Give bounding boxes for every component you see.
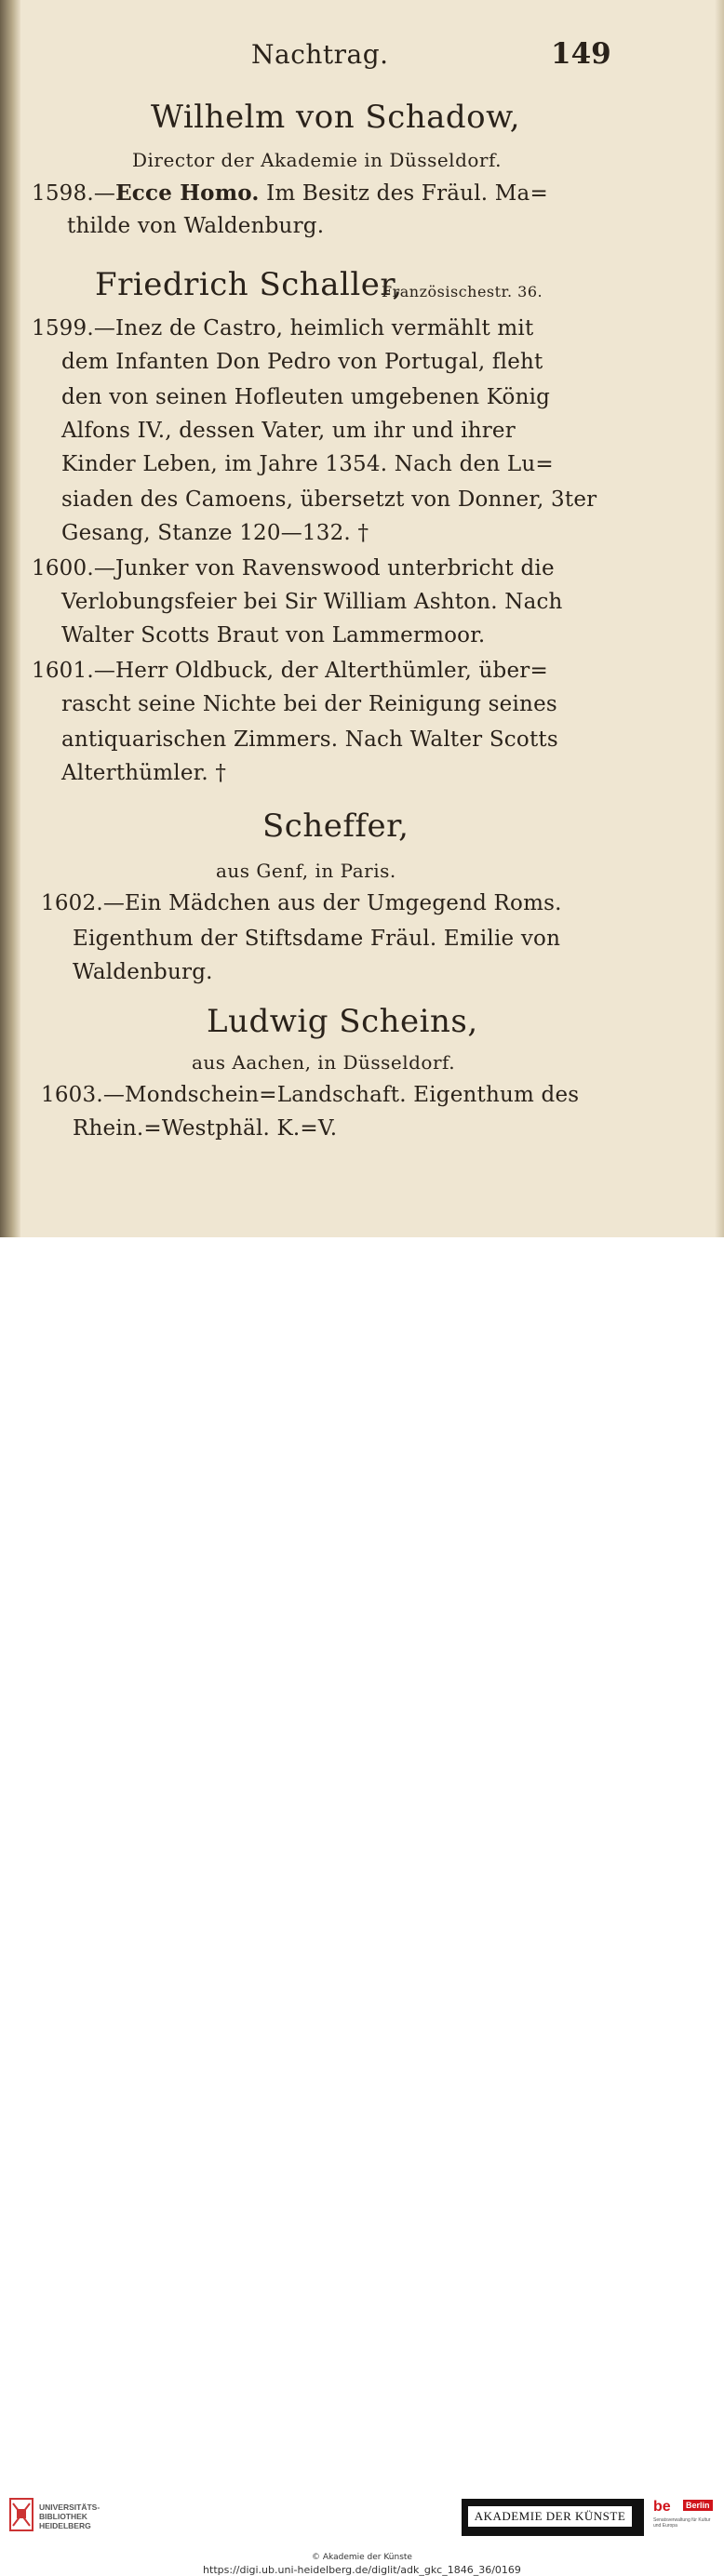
entry-line: den von seinen Hofleuten umgebenen König xyxy=(61,385,551,409)
entry-line: Alterthümler. † xyxy=(61,761,227,785)
artist-location: Director der Akademie in Düsseldorf. xyxy=(132,149,503,171)
be-berlin-label: Berlin xyxy=(683,2500,713,2511)
akademie-label: AKADEMIE DER KÜNSTE xyxy=(467,2505,633,2528)
entry-line: Walter Scotts Braut von Lammermoor. xyxy=(61,623,486,647)
entry-line: Rhein.=Westphäl. K.=V. xyxy=(73,1116,338,1141)
entry-line: Alfons IV., dessen Vater, um ihr und ihrer xyxy=(61,419,516,443)
be-mark: be xyxy=(653,2499,671,2515)
entry-line: Verlobungsfeier bei Sir William Ashton. Nach xyxy=(61,590,563,614)
artist-name: Ludwig Scheins, xyxy=(207,1003,478,1040)
entry-line: antiquarischen Zimmers. Nach Walter Scotts xyxy=(61,727,558,752)
university-library-logo-icon xyxy=(9,2498,34,2531)
entry-line: Kinder Leben, im Jahre 1354. Nach den Lu= xyxy=(61,452,554,476)
artist-name: Wilhelm von Schadow, xyxy=(151,99,521,136)
entry-title: Ecce Homo. xyxy=(115,180,260,206)
university-library-name xyxy=(39,2503,100,2530)
entry-line: rascht seine Nichte bei der Reinigung seines xyxy=(61,692,557,716)
artist-location: Französischestr. 36. xyxy=(382,283,543,300)
entry-line: Gesang, Stanze 120—132. † xyxy=(61,521,369,545)
copyright-notice: © Akademie der Künste xyxy=(312,2553,412,2562)
permalink-url[interactable]: https://digi.ub.uni-heidelberg.de/diglit/adk_gkc_1846_36/0169 xyxy=(203,2564,521,2576)
entry-line: siaden des Camoens, übersetzt von Donner, 3ter xyxy=(61,487,597,512)
entry-line: Waldenburg. xyxy=(73,960,213,984)
entry-line: 1600.—Junker von Ravenswood unterbricht die xyxy=(32,556,555,581)
library-name-line: BIBLIOTHEK xyxy=(39,2512,87,2521)
artist-location: aus Aachen, in Düsseldorf. xyxy=(192,1051,456,1074)
running-head: Nachtrag. xyxy=(251,39,389,70)
entry-line: 1599.—Inez de Castro, heimlich vermählt mit xyxy=(32,316,534,340)
entry-line: 1603.—Mondschein=Landschaft. Eigenthum des xyxy=(41,1083,580,1107)
entry-line: thilde von Waldenburg. xyxy=(67,214,325,238)
entry-line: 1601.—Herr Oldbuck, der Alterthümler, über= xyxy=(32,659,548,683)
page-number: 149 xyxy=(551,37,611,71)
entry-line: 1602.—Ein Mädchen aus der Umgegend Roms. xyxy=(41,891,562,915)
entry-dash: — xyxy=(93,181,116,206)
artist-name: Friedrich Schaller, xyxy=(95,266,403,303)
entry-line: Eigenthum der Stiftsdame Fräul. Emilie von xyxy=(73,927,561,951)
entry-text: Im Besitz des Fräul. Ma= xyxy=(259,181,548,206)
footer-bar xyxy=(0,1237,724,2576)
library-name-line: UNIVERSITÄTS- xyxy=(39,2503,101,2512)
library-name-line: HEIDELBERG xyxy=(39,2521,91,2530)
akademie-logo[interactable] xyxy=(462,2499,644,2536)
entry-line: dem Infanten Don Pedro von Portugal, fleht xyxy=(61,350,543,374)
scanned-page xyxy=(0,0,724,1237)
entry-line xyxy=(32,180,548,206)
artist-location: aus Genf, in Paris. xyxy=(216,860,396,882)
artist-name: Scheffer, xyxy=(262,808,409,845)
entry-number: 1598. xyxy=(32,181,94,206)
be-berlin-logo[interactable] xyxy=(653,2499,715,2536)
be-subtitle: Senatsverwaltung für Kultur und Europa xyxy=(653,2517,711,2529)
